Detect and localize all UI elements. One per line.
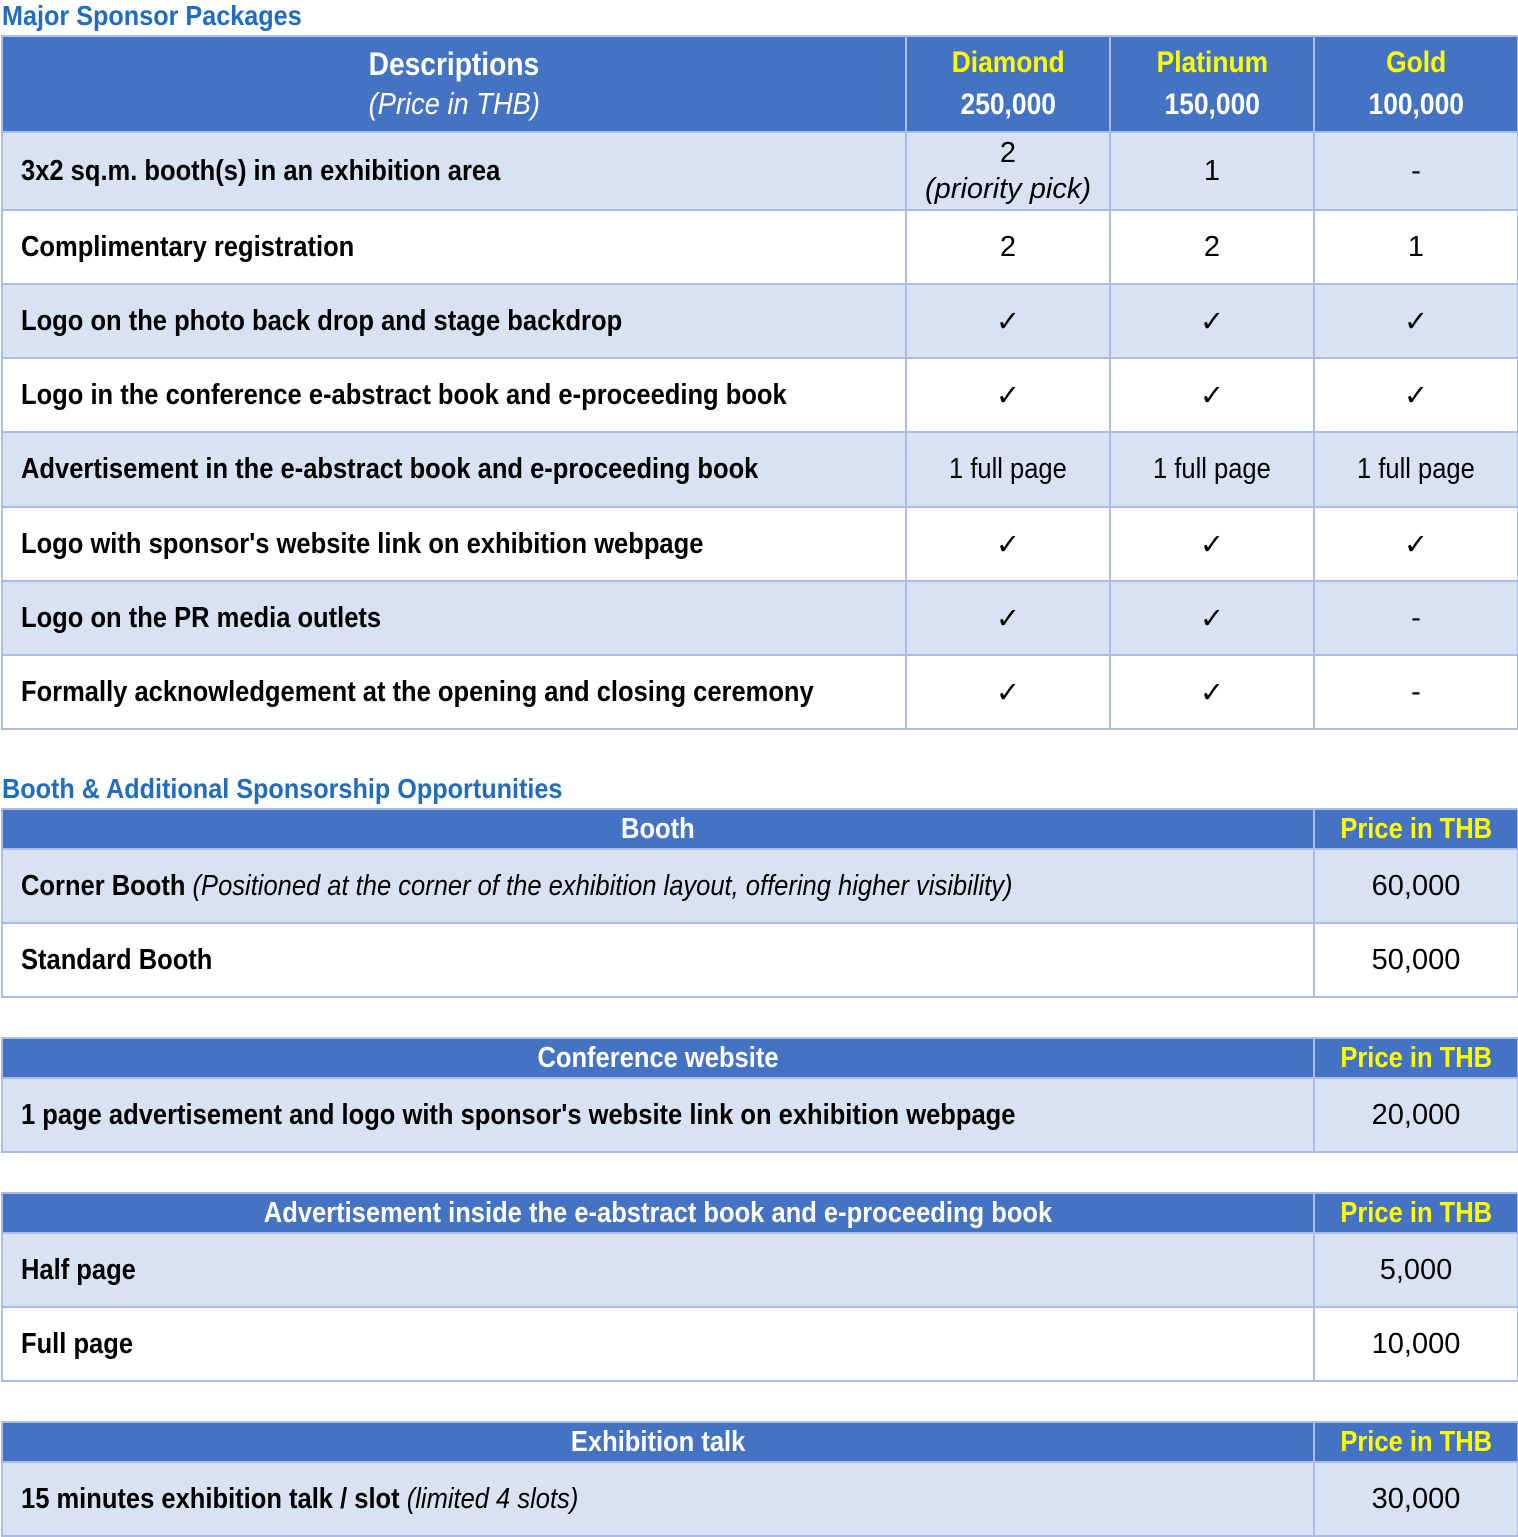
package-header-platinum xyxy=(1110,36,1314,132)
value-platinum xyxy=(1110,432,1314,507)
value-diamond: 2 xyxy=(906,210,1110,284)
price-note: (Price in THB) xyxy=(368,86,540,121)
row-label: 15 minutes exhibition talk / slot xyxy=(21,1482,400,1515)
value-text: 1 full page xyxy=(1357,453,1475,485)
row-label: Standard Booth xyxy=(21,943,213,976)
price-header-text: Price in THB xyxy=(1340,1041,1492,1074)
value-gold xyxy=(1314,432,1518,507)
row-description-text: Complimentary registration xyxy=(21,230,355,263)
package-price: 100,000 xyxy=(1368,88,1464,121)
check-icon: ✓ xyxy=(1314,358,1518,432)
additional-title: Booth & Additional Sponsorship Opportunities xyxy=(2,773,563,804)
table-row xyxy=(2,1307,1518,1381)
table-row xyxy=(2,210,1518,284)
value-gold: - xyxy=(1314,132,1518,210)
value-text: 1 full page xyxy=(1153,453,1271,485)
talk-table xyxy=(1,1421,1518,1537)
row-description xyxy=(2,284,906,358)
value-diamond xyxy=(906,432,1110,507)
talk-header-row xyxy=(2,1422,1518,1462)
table-row xyxy=(2,581,1518,655)
price-header xyxy=(1314,809,1518,849)
price-header xyxy=(1314,1193,1518,1233)
row-description xyxy=(2,923,1314,997)
table-row xyxy=(2,923,1518,997)
table-row xyxy=(2,1233,1518,1307)
row-description xyxy=(2,210,906,284)
check-icon: ✓ xyxy=(1110,507,1314,581)
row-price: 20,000 xyxy=(1314,1078,1518,1152)
major-packages-title: Major Sponsor Packages xyxy=(2,0,302,31)
table-row xyxy=(2,655,1518,729)
value-gold: 1 xyxy=(1314,210,1518,284)
value-gold: - xyxy=(1314,581,1518,655)
website-header xyxy=(2,1038,1314,1078)
row-description xyxy=(2,1462,1314,1536)
price-header-text: Price in THB xyxy=(1340,1196,1492,1229)
row-description-text: Formally acknowledgement at the opening and closing ceremony xyxy=(21,675,814,708)
major-header-row xyxy=(2,36,1518,132)
row-price: 50,000 xyxy=(1314,923,1518,997)
advert-table xyxy=(1,1192,1518,1382)
row-price: 5,000 xyxy=(1314,1233,1518,1307)
row-price: 30,000 xyxy=(1314,1462,1518,1536)
talk-header xyxy=(2,1422,1314,1462)
table-row xyxy=(2,132,1518,210)
table-row xyxy=(2,849,1518,923)
row-description xyxy=(2,655,906,729)
booth-header-text: Booth xyxy=(621,812,695,845)
row-description xyxy=(2,849,1314,923)
booth-table xyxy=(1,808,1518,998)
check-icon: ✓ xyxy=(1110,284,1314,358)
check-icon: ✓ xyxy=(1110,581,1314,655)
advert-header-text: Advertisement inside the e-abstract book and e-proceeding book xyxy=(263,1196,1053,1229)
check-icon: ✓ xyxy=(906,655,1110,729)
advert-header-row xyxy=(2,1193,1518,1233)
row-label: 1 page advertisement and logo with sponsor's website link on exhibition webpage xyxy=(21,1098,1016,1131)
value-text: 2 xyxy=(999,137,1017,169)
check-icon: ✓ xyxy=(906,581,1110,655)
check-icon: ✓ xyxy=(906,507,1110,581)
package-name: Gold xyxy=(1385,46,1447,79)
check-icon: ✓ xyxy=(1314,284,1518,358)
price-header-text: Price in THB xyxy=(1340,1425,1492,1458)
check-icon: ✓ xyxy=(1314,507,1518,581)
package-header-diamond xyxy=(906,36,1110,132)
table-row xyxy=(2,358,1518,432)
row-description-text: Logo with sponsor's website link on exhibition webpage xyxy=(21,527,704,560)
booth-header-row xyxy=(2,809,1518,849)
row-description xyxy=(2,1078,1314,1152)
row-description-text: Logo on the photo back drop and stage backdrop xyxy=(21,304,623,337)
talk-header-text: Exhibition talk xyxy=(570,1425,746,1458)
row-description xyxy=(2,432,906,507)
descriptions-label: Descriptions xyxy=(368,46,540,82)
package-header-gold xyxy=(1314,36,1518,132)
website-table xyxy=(1,1037,1518,1153)
package-name: Platinum xyxy=(1156,46,1268,79)
row-description-text: 3x2 sq.m. booth(s) in an exhibition area xyxy=(21,154,501,187)
value-platinum: 2 xyxy=(1110,210,1314,284)
value-text: 1 full page xyxy=(949,453,1067,485)
row-note: (Positioned at the corner of the exhibition layout, offering higher visibility) xyxy=(192,869,1013,902)
row-description xyxy=(2,358,906,432)
price-header-text: Price in THB xyxy=(1340,812,1492,845)
table-row xyxy=(2,1078,1518,1152)
row-description-text: Logo on the PR media outlets xyxy=(21,601,382,634)
package-price: 150,000 xyxy=(1164,88,1260,121)
website-header-row xyxy=(2,1038,1518,1078)
row-description xyxy=(2,1233,1314,1307)
package-name: Diamond xyxy=(951,46,1065,79)
row-description xyxy=(2,132,906,210)
check-icon: ✓ xyxy=(906,358,1110,432)
website-header-text: Conference website xyxy=(537,1041,779,1074)
row-description-text: Logo in the conference e-abstract book and e-proceeding book xyxy=(21,378,787,411)
row-label: Half page xyxy=(21,1253,136,1286)
priority-note: (priority pick) xyxy=(925,173,1091,205)
price-header xyxy=(1314,1038,1518,1078)
check-icon: ✓ xyxy=(1110,655,1314,729)
table-row xyxy=(2,507,1518,581)
table-row xyxy=(2,1462,1518,1536)
row-note: (limited 4 slots) xyxy=(406,1482,579,1515)
price-header xyxy=(1314,1422,1518,1462)
value-platinum: 1 xyxy=(1110,132,1314,210)
descriptions-header xyxy=(2,36,906,132)
value-diamond xyxy=(906,132,1110,210)
row-description xyxy=(2,581,906,655)
booth-header xyxy=(2,809,1314,849)
row-price: 10,000 xyxy=(1314,1307,1518,1381)
value-gold: - xyxy=(1314,655,1518,729)
row-description-text: Advertisement in the e-abstract book and e-proceeding book xyxy=(21,453,759,485)
major-packages-table xyxy=(1,35,1518,730)
advert-header xyxy=(2,1193,1314,1233)
table-row xyxy=(2,284,1518,358)
table-row xyxy=(2,432,1518,507)
row-price: 60,000 xyxy=(1314,849,1518,923)
check-icon: ✓ xyxy=(1110,358,1314,432)
row-label: Corner Booth xyxy=(21,869,186,902)
row-label: Full page xyxy=(21,1327,134,1360)
package-price: 250,000 xyxy=(960,88,1056,121)
row-description xyxy=(2,1307,1314,1381)
row-description xyxy=(2,507,906,581)
check-icon: ✓ xyxy=(906,284,1110,358)
